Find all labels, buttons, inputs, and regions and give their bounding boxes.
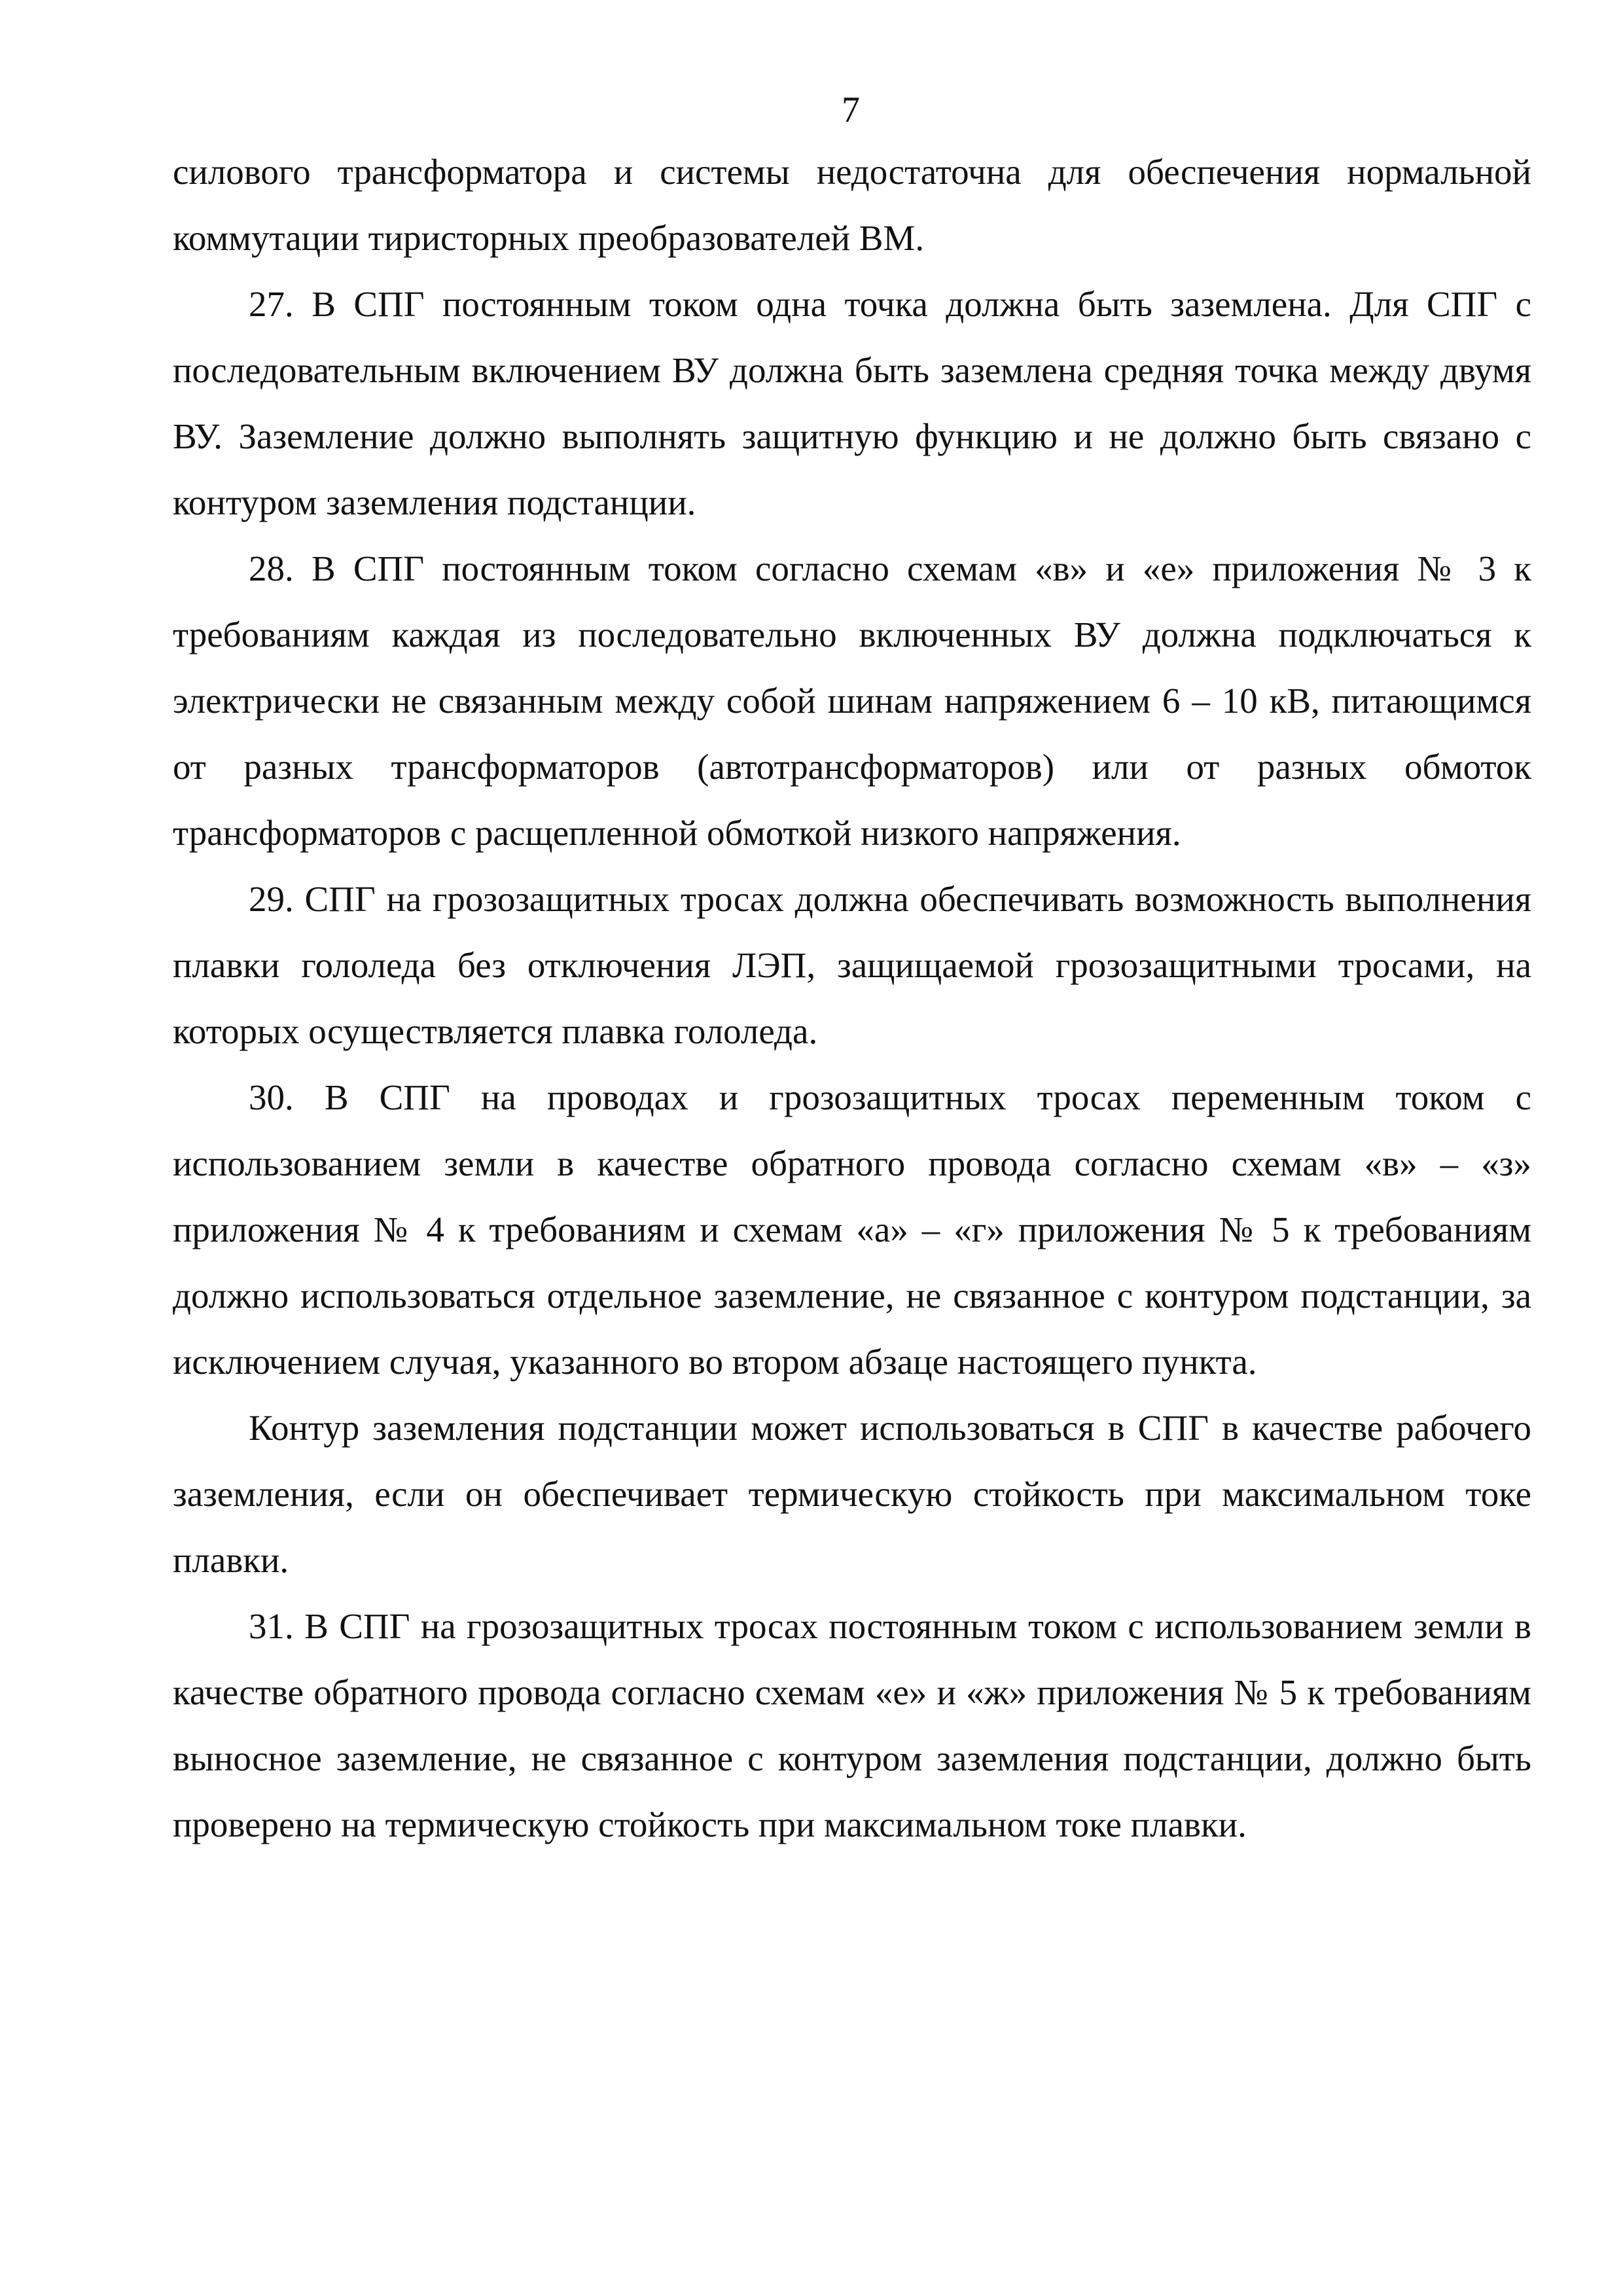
paragraph-item-30-subparagraph: Контур заземления подстанции может использоваться в СПГ в качестве рабочего заземления, если он обеспечивает термическую стойкость при максимальном токе плавки. <box>173 1408 1531 1580</box>
paragraph-item-31: 31. В СПГ на грозозащитных тросах постоянным током с использованием земли в качестве обратного провода согласно схемам «е» и «ж» приложения № 5 к требованиям выносное заземление, не связанное с контуром заземления подстанции, должно быть проверено на термическую стойкость при максимальном токе плавки. <box>173 1606 1531 1844</box>
page-number: 7 <box>842 90 860 130</box>
paragraph-item-28: 28. В СПГ постоянным током согласно схемам «в» и «е» приложения № 3 к требованиям каждая из последовательно включенных ВУ должна подключаться к электрически не связанным между собой шинам напряжением 6 – 10 кВ, питающимся от разных трансформаторов (автотрансформаторов) или от разных обмоток трансформаторов с расщепленной обмоткой низкого напряжения. <box>173 548 1531 853</box>
paragraph-item-27: 27. В СПГ постоянным током одна точка должна быть заземлена. Для СПГ с последовательным включением ВУ должна быть заземлена средняя точка между двумя ВУ. Заземление должно выполнять защитную функцию и не должно быть связано с контуром заземления подстанции. <box>173 284 1531 522</box>
paragraph-continuation: силового трансформатора и системы недостаточна для обеспечения нормальной коммутации тиристорных преобразователей ВМ. <box>173 152 1531 258</box>
paragraph-item-29: 29. СПГ на грозозащитных тросах должна обеспечивать возможность выполнения плавки гололеда без отключения ЛЭП, защищаемой грозозащитными тросами, на которых осуществляется плавка гололеда. <box>173 879 1531 1051</box>
paragraph-item-30: 30. В СПГ на проводах и грозозащитных тросах переменным током с использованием земли в качестве обратного провода согласно схемам «в» – «з» приложения № 4 к требованиям и схемам «а» – «г» приложения № 5 к требованиям должно использоваться отдельное заземление, не связанное с контуром подстанции, за исключением случая, указанного во втором абзаце настоящего пункта. <box>173 1077 1531 1382</box>
document-body <box>173 139 1531 1857</box>
